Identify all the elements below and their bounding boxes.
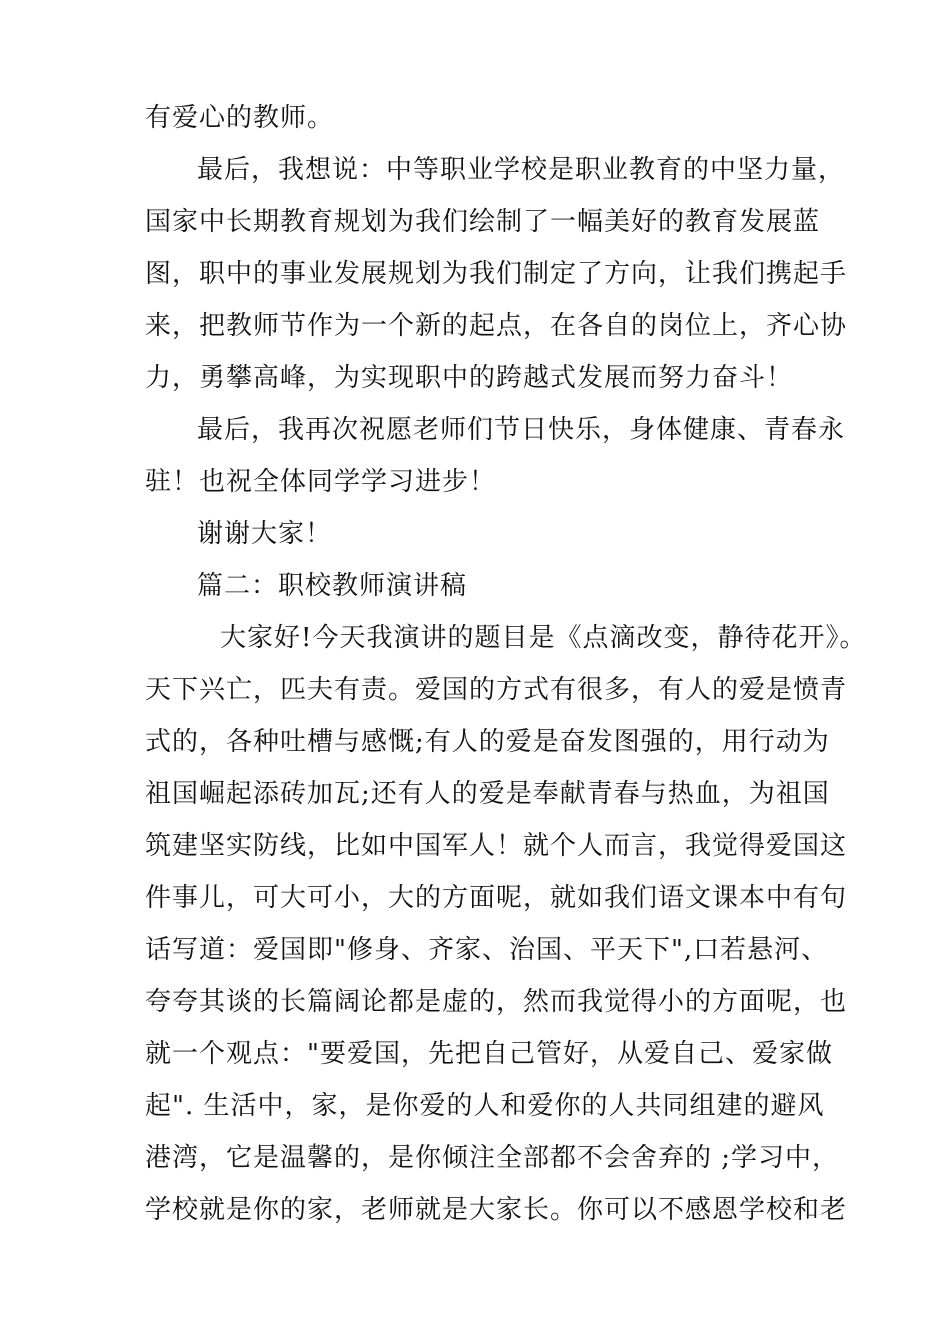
- text-line: 谢谢大家！: [197, 519, 333, 549]
- text-line: 最后，我想说：中等职业学校是职业教育的中坚力量，: [197, 155, 846, 185]
- text-line: 件事儿，可大可小，大的方面呢，就如我们语文课本中有句: [145, 883, 848, 913]
- text-line: 有爱心的教师。: [145, 103, 335, 133]
- text-line: 起". 生活中，家，是你爱的人和爱你的人共同组建的避风: [145, 1091, 825, 1121]
- text-line: 力，勇攀高峰，为实现职中的跨越式发展而努力奋斗！: [145, 363, 794, 393]
- text-line: 祖国崛起添砖加瓦;还有人的爱是奉献青春与热血，为祖国: [145, 779, 830, 809]
- text-line: 天下兴亡，匹夫有责。爱国的方式有很多，有人的爱是愤青: [145, 675, 848, 705]
- text-line: 式的，各种吐槽与感慨;有人的爱是奋发图强的，用行动为: [145, 727, 830, 757]
- section-heading: 篇二：职校教师演讲稿: [197, 571, 468, 601]
- text-line: 国家中长期教育规划为我们绘制了一幅美好的教育发展蓝: [145, 207, 821, 237]
- text-line: 就一个观点："要爱国，先把自己管好，从爱自己、爱家做: [145, 1039, 833, 1069]
- text-line: 话写道：爱国即"修身、齐家、治国、平天下",口若悬河、: [145, 935, 829, 965]
- text-line: 学校就是你的家，老师就是大家长。你可以不感恩学校和老: [145, 1195, 848, 1225]
- text-line: 港湾，它是温馨的，是你倾注全部都不会舍弃的 ;学习中，: [145, 1143, 840, 1173]
- text-line: 大家好!今天我演讲的题目是《点滴改变，静待花开》。: [220, 623, 867, 653]
- text-line: 夸夸其谈的长篇阔论都是虚的，然而我觉得小的方面呢，也: [145, 987, 848, 1017]
- text-line: 驻！也祝全体同学学习进步！: [145, 467, 497, 497]
- text-line: 图，职中的事业发展规划为我们制定了方向，让我们携起手: [145, 259, 848, 289]
- text-line: 来，把教师节作为一个新的起点，在各自的岗位上，齐心协: [145, 311, 848, 341]
- text-line: 最后，我再次祝愿老师们节日快乐，身体健康、青春永: [197, 415, 846, 445]
- text-line: 筑建坚实防线，比如中国军人！就个人而言，我觉得爱国这: [145, 831, 848, 861]
